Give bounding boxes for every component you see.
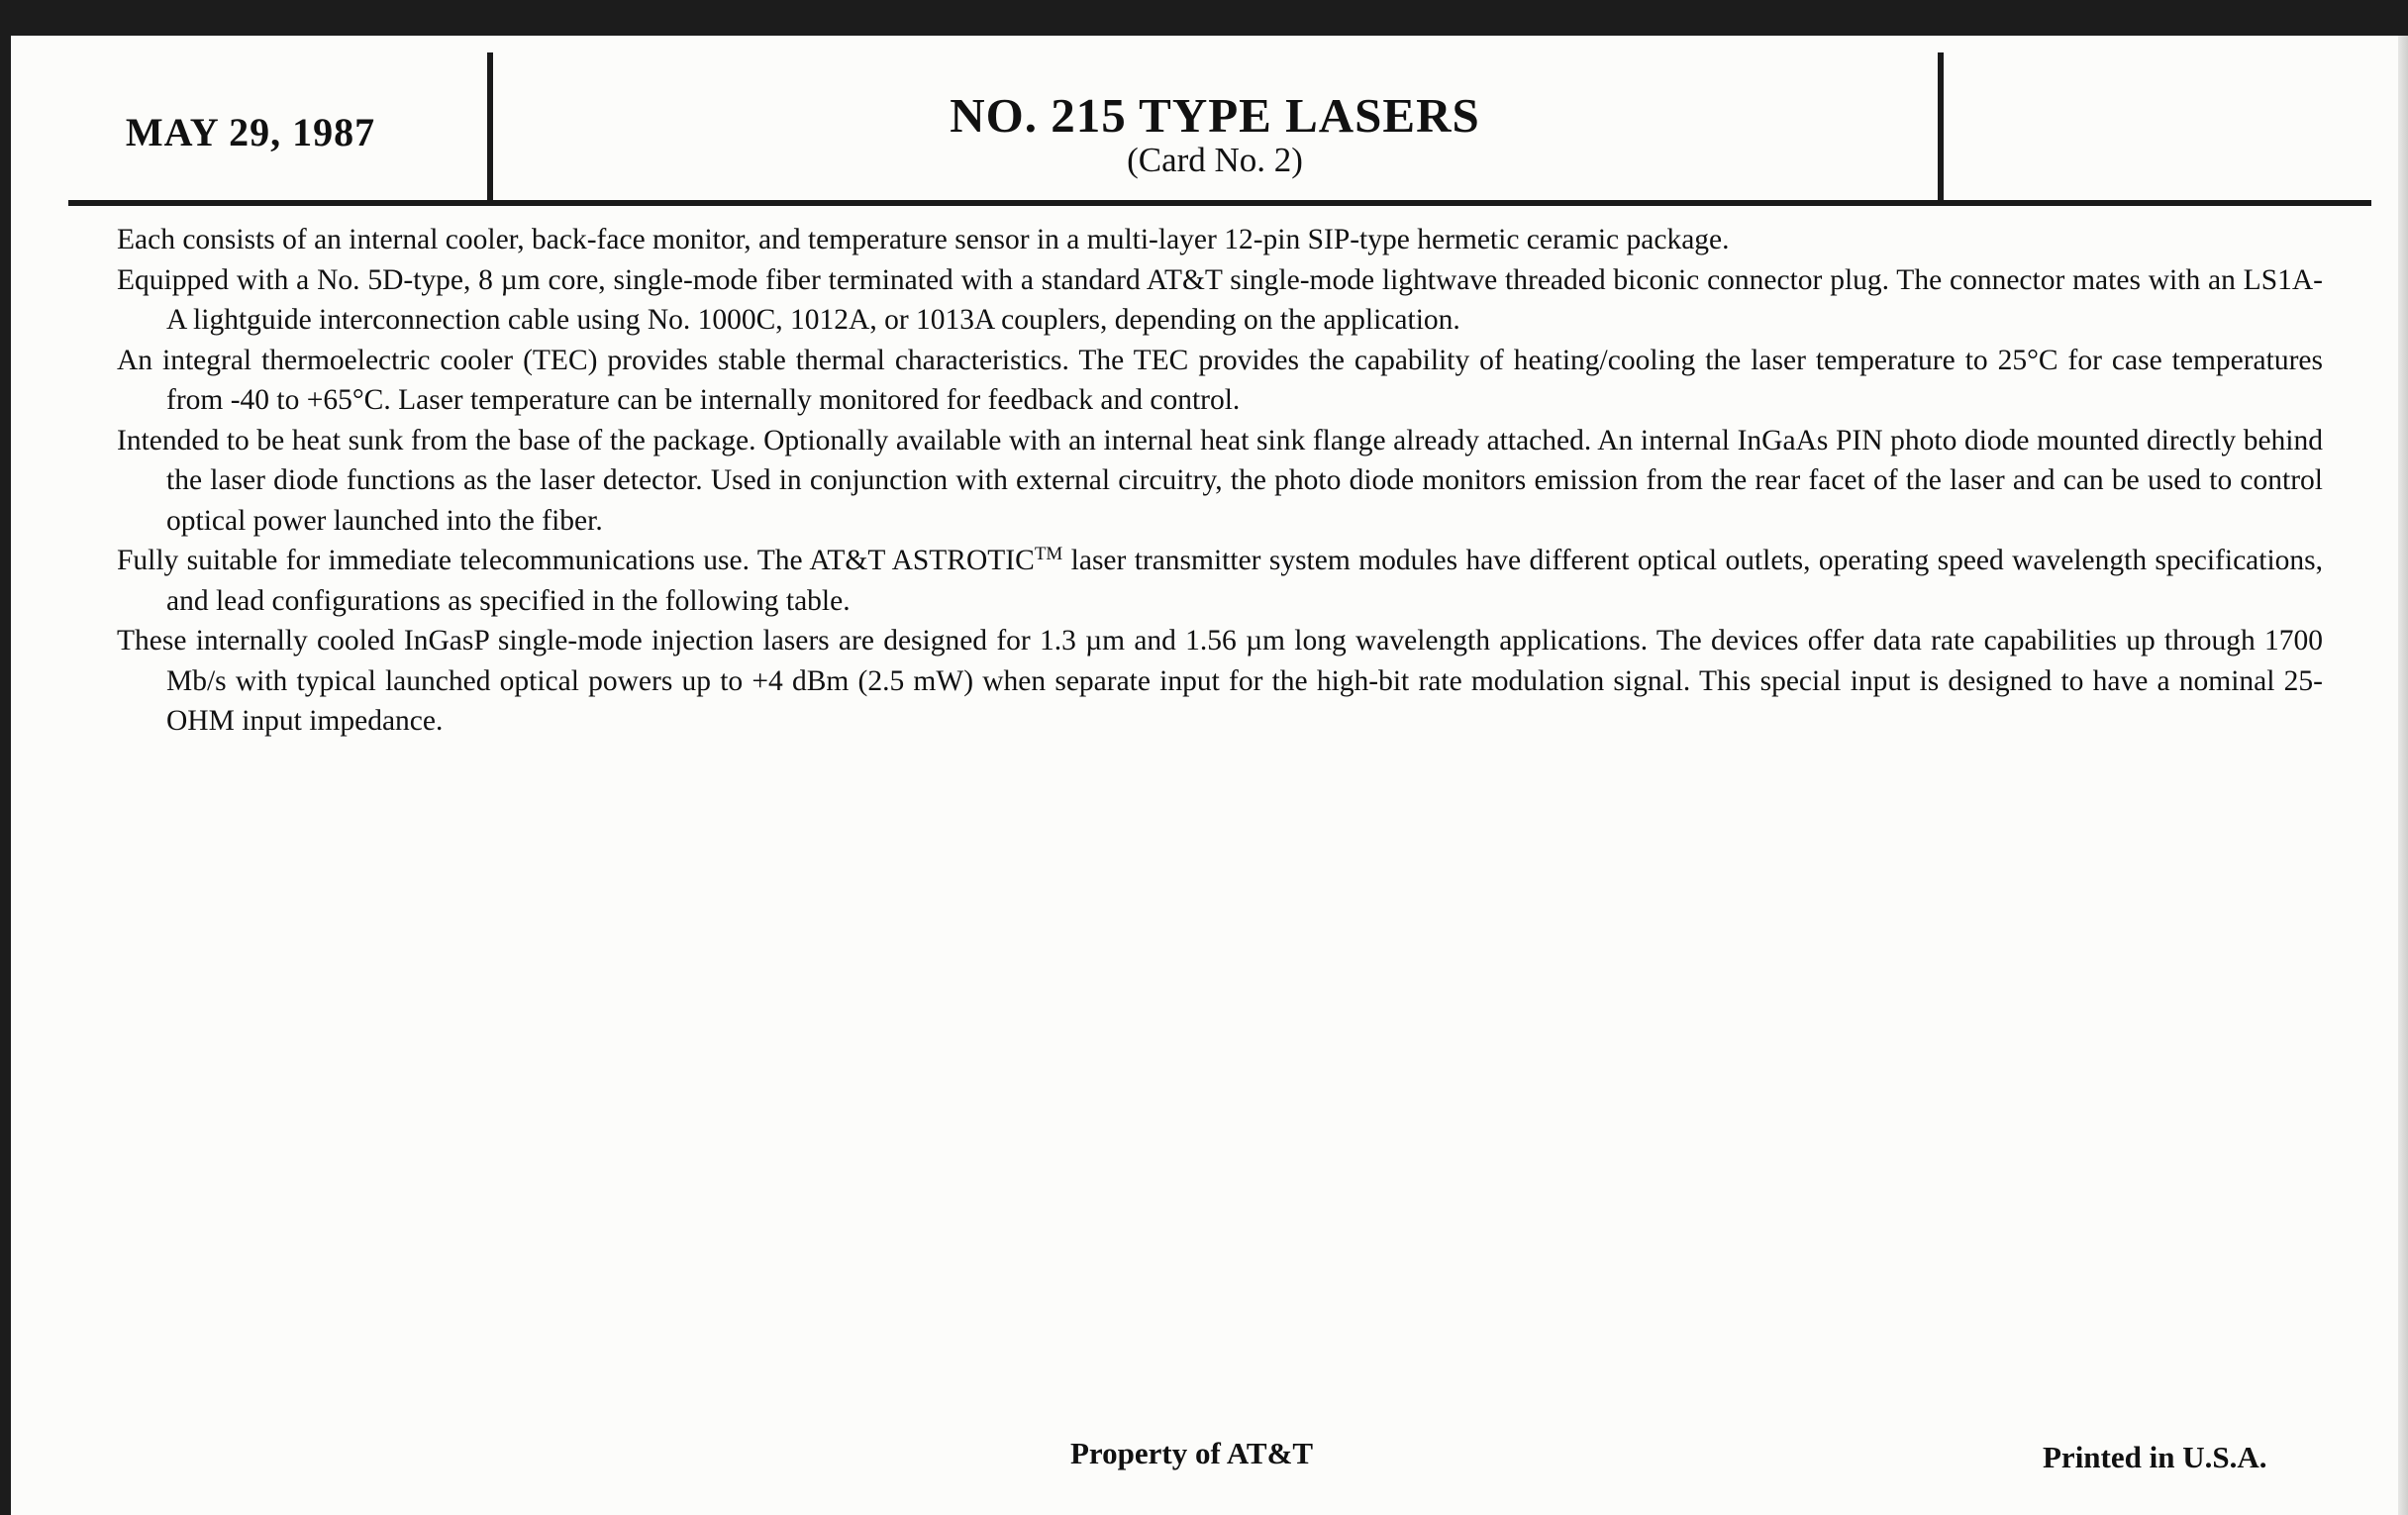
paragraph-package: Each consists of an internal cooler, back-face monitor, and temperature sensor in a multi-layer 12-pin SIP-type hermetic ceramic package.: [117, 224, 1730, 255]
document-card: [11, 36, 2408, 1515]
paragraph-telecom-text-end: laser transmitter system modules have different optical outlets, operating speed wavelength specifications, and lead configurations as specified in the following table.: [166, 545, 2323, 617]
footer-printed: Printed in U.S.A.: [2043, 1440, 2267, 1474]
paragraph-telecom: [117, 541, 2323, 621]
document-body: [117, 220, 2323, 742]
paragraph-cooler: An integral thermoelectric cooler (TEC) provides stable thermal characteristics. The TEC provides the capability of heating/cooling the laser temperature to 25°C for case temperatures from -40 to +65°C. Laser temperature can be internally monitored for feedback and control.: [117, 344, 2323, 416]
paragraph-telecom-text-start: Fully suitable for immediate telecommunications use. The AT&T ASTROTIC: [117, 545, 1035, 576]
document-date: MAY 29, 1987: [125, 110, 376, 154]
footer-owner: Property of AT&T: [1070, 1436, 1314, 1470]
document-title: NO. 215 TYPE LASERS: [950, 88, 1480, 143]
document-subtitle: (Card No. 2): [1127, 141, 1303, 179]
header-title-block: [496, 88, 1934, 180]
header-divider-left: [487, 52, 493, 201]
header-rule: [68, 200, 2371, 206]
paragraph-heat-sink: Intended to be heat sunk from the base of the package. Optionally available with an internal heat sink flange already attached. An internal InGaAs PIN photo diode mounted directly behind the laser diode functions as the laser detector. Used in conjunction with external circuitry, the photo diode monitors emission from the rear facet of the laser and can be used to control optical power launched into the fiber.: [117, 424, 2323, 537]
trademark-superscript: TM: [1034, 544, 1063, 564]
header-divider-right: [1938, 52, 1944, 201]
paragraph-fiber: Equipped with a No. 5D-type, 8 µm core, single-mode fiber terminated with a standard AT&T single-mode lightwave threaded biconic connector plug. The connector mates with an LS1A-A lightguide interconnection cable using No. 1000C, 1012A, or 1013A couplers, depending on the application.: [117, 263, 2323, 336]
paragraph-wavelength: These internally cooled InGasP single-mode injection lasers are designed for 1.3 µm and 1.56 µm long wavelength applications. The devices offer data rate capabilities up through 1700 Mb/s with typical launched optical powers up to +4 dBm (2.5 mW) when separate input for the high-bit rate modulation signal. This special input is designed to have a nominal 25-OHM input impedance.: [117, 625, 2323, 737]
